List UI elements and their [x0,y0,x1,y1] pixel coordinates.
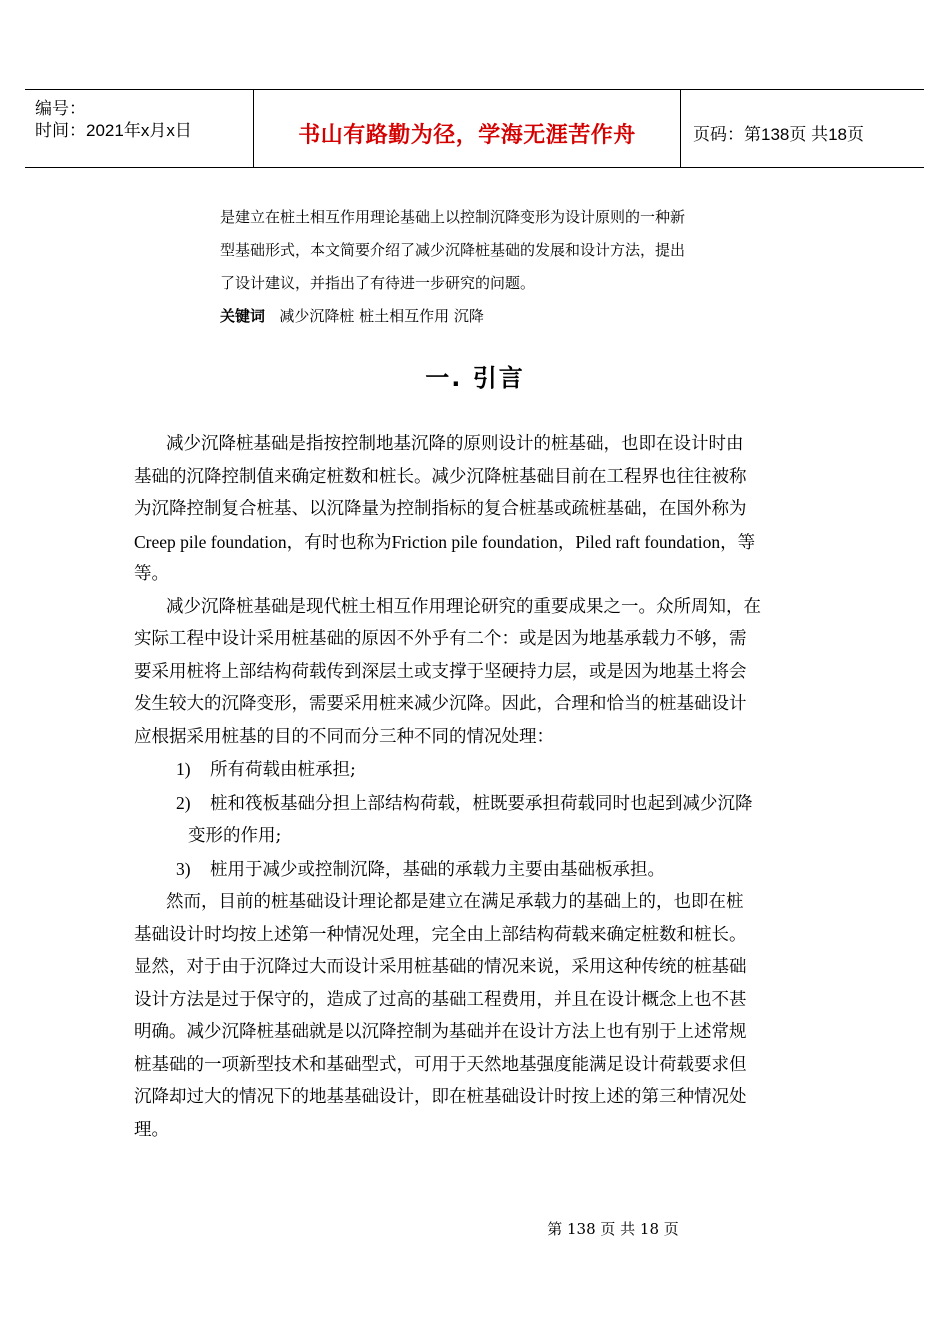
motto: 书山有路勤为径，学海无涯苦作舟 [298,123,636,148]
paragraph-line: 发生较大的沉降变形，需要采用桩来减少沉降。因此，合理和恰当的桩基础设计 [134,694,747,714]
document-time: 时间：2021年x月x日 [35,121,192,140]
list-number: 3) [176,858,191,879]
keywords-line [220,300,740,333]
paragraph-line: 理。 [134,1119,169,1140]
paragraph-line: 应根据采用桩基的目的不同而分三种不同的情况处理： [134,726,554,747]
paragraph-line: 显然，对于由于沉降过大而设计采用桩基础的情况来说，采用这种传统的桩基础 [134,957,747,977]
list-item [134,753,818,787]
abstract [220,201,740,333]
page-footer: 第 138 页 共 18 页 [547,1220,679,1238]
abstract-line: 是建立在桩土相互作用理论基础上以控制沉降变形为设计原则的一种新 [220,208,686,226]
paragraph-line: 为沉降控制复合桩基、以沉降量为控制指标的复合桩基或疏桩基础，在国外称为 [134,499,747,519]
header-meta-cell [25,90,254,167]
list-item [134,787,818,821]
list-text: 所有荷载由桩承担; [210,760,356,780]
paragraph-line: Creep pile foundation，有时也称为Friction pile foundation，Piled raft foundation，等 [134,531,756,552]
keywords-label: 关键词 [220,307,266,325]
paragraph-line: 沉降却过大的情况下的地基基础设计，即在桩基础设计时按上述的第三种情况处 [134,1087,747,1107]
paragraph-line: 实际工程中设计采用桩基础的原因不外乎有二个：或是因为地基承载力不够，需 [134,629,747,649]
document-number: 编号： [35,99,86,118]
document-header [25,89,924,168]
paragraph-line: 要采用桩将上部结构荷载传到深层土或支撑于坚硬持力层，或是因为地基土将会 [134,661,747,682]
paragraph-line: 然而，目前的桩基础设计理论都是建立在满足承载力的基础上的，也即在桩 [166,892,744,912]
paragraph-line: 基础设计时均按上述第一种情况处理，完全由上部结构荷载来确定桩数和桩长。 [134,924,747,945]
paragraph-line: 设计方法是过于保守的，造成了过高的基础工程费用，并且在设计概念上也不甚 [134,989,747,1010]
list-item [134,853,818,887]
paragraph-line: 基础的沉降控制值来确定桩数和桩长。减少沉降桩基础目前在工程界也往往被称 [134,466,747,487]
keywords: 减少沉降桩 桩土相互作用 沉降 [279,307,484,325]
list-text: 桩和筏板基础分担上部结构荷载，桩既要承担荷载同时也起到减少沉降 [210,793,753,814]
header-page-cell [681,90,924,167]
abstract-line: 型基础形式，本文简要介绍了减少沉降桩基础的发展和设计方法，提出 [220,241,686,259]
paragraph-line: 等。 [134,564,169,584]
section-title: 一. 引言 [425,364,525,392]
page-code: 页码：第138页 共18页 [693,125,864,144]
header-motto-cell [254,90,681,167]
paragraph-line: 减少沉降桩基础是指按控制地基沉降的原则设计的桩基础，也即在设计时由 [166,434,744,454]
paragraph-line: 明确。减少沉降桩基础就是以沉降控制为基础并在设计方法上也有别于上述常规 [134,1022,747,1042]
list-item-continuation: 变形的作用; [188,826,282,846]
paragraph-line: 桩基础的一项新型技术和基础型式，可用于天然地基强度能满足设计荷载要求但 [134,1054,747,1075]
paragraph-line: 减少沉降桩基础是现代桩土相互作用理论研究的重要成果之一。众所周知，在 [166,596,761,617]
abstract-line: 了设计建议，并指出了有待进一步研究的问题。 [220,274,536,292]
body-text [134,428,818,1146]
list-text: 桩用于减少或控制沉降，基础的承载力主要由基础板承担。 [210,859,665,880]
list-number: 1) [176,759,191,779]
list-number: 2) [176,792,191,813]
